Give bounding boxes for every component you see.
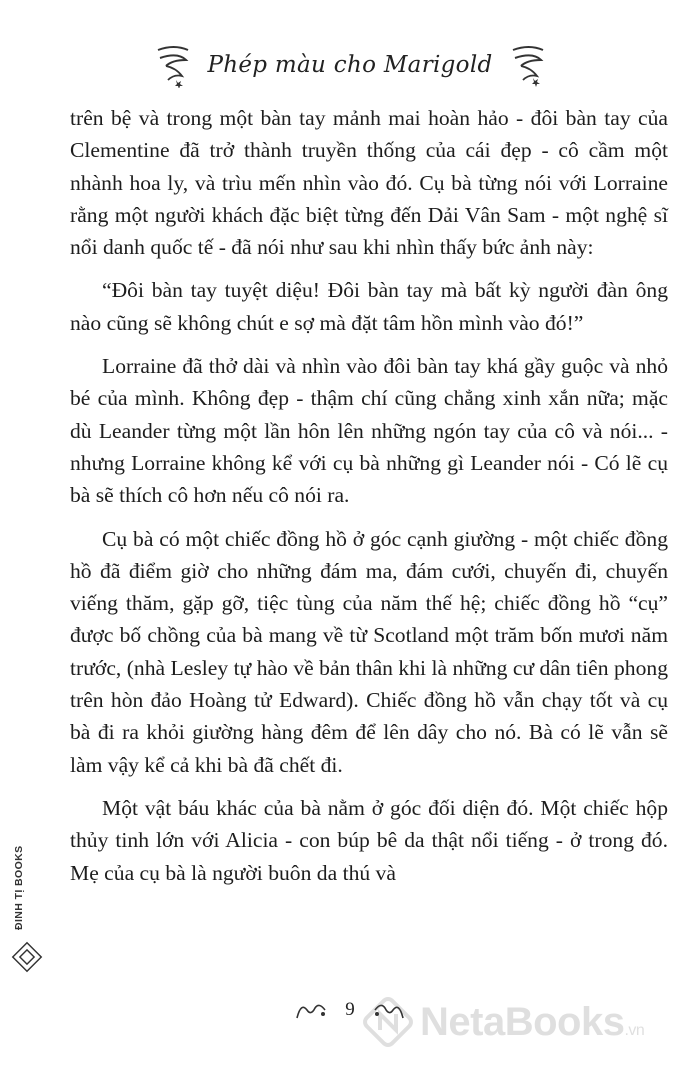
paragraph: Một vật báu khác của bà nằm ở góc đối diện đó. Một chiếc hộp thủy tinh lớn với Alicia - con búp bê da thật nổi tiếng - ở trong đó. Mẹ của cụ bà là người buôn da thú và [70, 795, 668, 885]
paragraph: Lorraine đã thở dài và nhìn vào đôi bàn tay khá gầy guộc và nhỏ bé của mình. Không đẹp - thậm chí cũng chẳng xinh xắn nữa; mặc dù Leander từng một lần hôn lên những ngón tay của cô và nói... - nhưng Lorraine không kể với cụ bà những gì Leander nói - Có lẽ cụ bà sẽ thích cô hơn nếu cô nói ra. [70, 354, 668, 508]
page-number: 9 [345, 999, 355, 1020]
publisher-label: ĐINH TỊ BOOKS [13, 845, 25, 930]
swirl-ornament-icon [507, 42, 549, 88]
running-header [0, 40, 700, 90]
paragraph: trên bệ và trong một bàn tay mảnh mai hoàn hảo - đôi bàn tay của Clementine đã trở thành truyền thống của cái đẹp - cô cầm một nhành hoa ly, và trìu mến nhìn vào đó. Cụ bà từng nói với Lorraine rằng một người khách đặc biệt từng đến Dải Vân Sam - một nghệ sĩ nổi danh quốc tế - đã nói như sau khi nhìn thấy bức ảnh này: [70, 106, 668, 260]
swirl-ornament-icon [152, 42, 194, 88]
flourish-ornament-icon [293, 996, 329, 1024]
paragraph: “Đôi bàn tay tuyệt diệu! Đôi bàn tay mà bất kỳ người đàn ông nào cũng sẽ không chút e sợ mà đặt tâm hồn mình vào đó!” [70, 278, 668, 335]
dinh-ti-logo-icon [12, 942, 43, 973]
book-title: Phép màu cho Marigold [207, 52, 493, 78]
watermark-text: NetaBooks.vn [420, 999, 645, 1044]
watermark [362, 992, 644, 1052]
netabooks-logo-icon [362, 996, 414, 1048]
paragraph: Cụ bà có một chiếc đồng hồ ở góc cạnh giường - một chiếc đồng hồ đã điểm giờ cho những đám ma, đám cưới, chuyến đi, chuyến viếng thăm, gặp gỡ, tiệc tùng của năm thế hệ; chiếc đồng hồ “cụ” được bố chồng của bà mang về từ Scotland một trăm bốn mươi năm trước, (nhà Lesley tự hào về bản thân khi là những cư dân tiên phong trên hòn đảo Hoàng tử Edward). Chiếc đồng hồ vẫn chạy tốt và cụ bà đi ra khỏi giường hàng đêm để lên dây cho nó. Bà có lẽ vẫn sẽ làm vậy kể cả khi bà đã chết đi. [70, 526, 668, 777]
page-body [70, 102, 668, 900]
